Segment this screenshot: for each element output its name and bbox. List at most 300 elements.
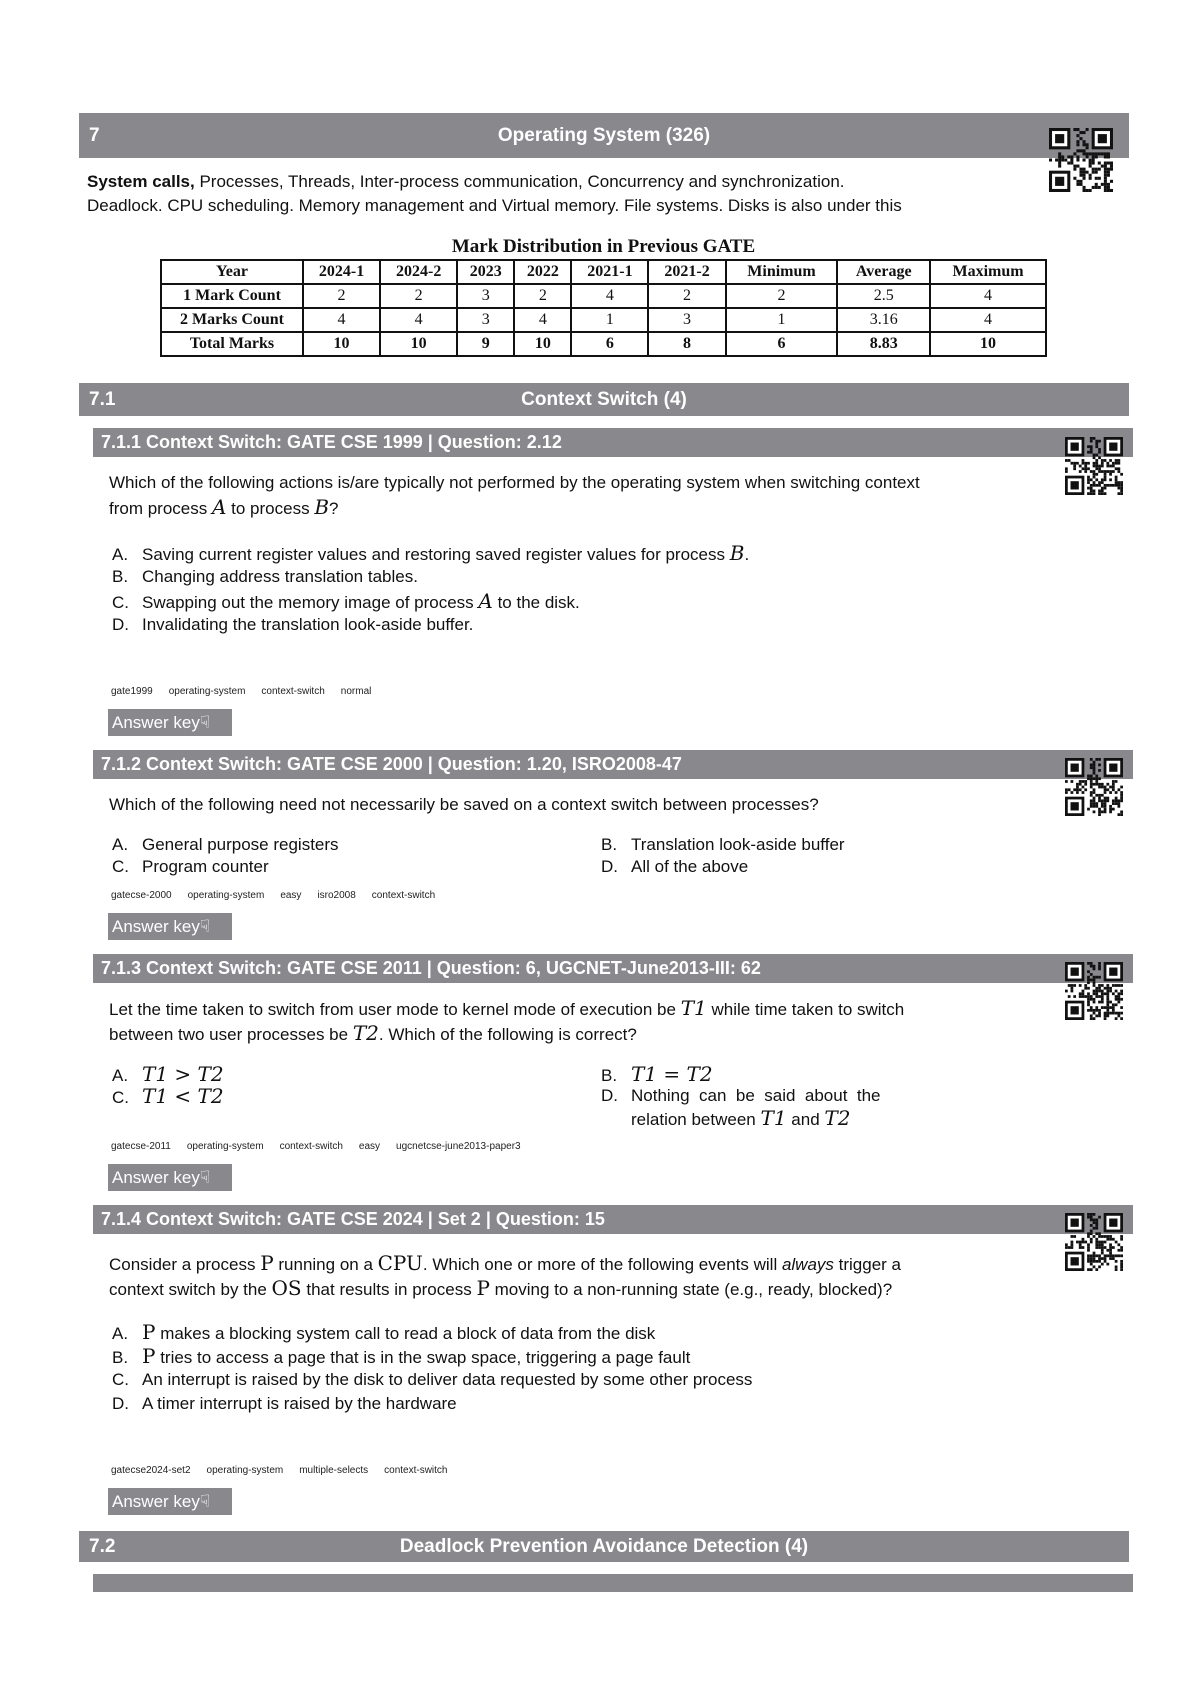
tag[interactable]: gatecse-2011 [111, 1141, 171, 1152]
qr-module [1076, 788, 1079, 791]
question-text-part: Let the time taken to switch from user mode to kernel mode of execution be [109, 1000, 681, 1019]
qr-module [1079, 1246, 1082, 1249]
tag[interactable]: easy [358, 1141, 381, 1152]
qr-module [1068, 995, 1071, 998]
qr-module [1084, 467, 1087, 470]
qr-module [1115, 791, 1118, 794]
tag[interactable]: easy [280, 890, 302, 901]
qr-module [1090, 1017, 1093, 1020]
qr-module [1079, 995, 1082, 998]
qr-module [1093, 783, 1096, 786]
qr-module [1106, 1238, 1109, 1241]
qr-module [1095, 1232, 1098, 1235]
option-label: B. [112, 1348, 129, 1367]
qr-module [1076, 128, 1079, 131]
qr-module [1083, 189, 1086, 192]
qr-module [1104, 797, 1107, 800]
qr-module [1090, 1254, 1093, 1257]
qr-module [1090, 783, 1093, 786]
qr-module [1120, 1012, 1123, 1015]
option-d[interactable] [601, 855, 748, 879]
qr-module [1087, 445, 1090, 448]
qr-module [1098, 786, 1101, 789]
tag[interactable]: operating-system [206, 1465, 284, 1476]
option-text: General purpose registers [142, 835, 339, 854]
qr-module [1095, 445, 1098, 448]
tag[interactable]: context-switch [371, 890, 436, 901]
table-row [161, 332, 1046, 356]
qr-module [1104, 1017, 1107, 1020]
option-c[interactable] [112, 589, 580, 615]
qr-module [1070, 158, 1073, 161]
tag[interactable]: normal [340, 686, 372, 697]
qr-module [1104, 1014, 1107, 1017]
qr-module [1098, 990, 1101, 993]
qr-module [1079, 149, 1082, 152]
qr-module [1098, 1014, 1101, 1017]
qr-module [1110, 168, 1113, 171]
tag-list [111, 890, 451, 901]
qr-module [1098, 162, 1101, 165]
qr-module [1095, 992, 1098, 995]
qr-module [1098, 1243, 1101, 1246]
qr-module [1084, 465, 1087, 468]
tag[interactable]: gatecse2024-set2 [111, 1465, 191, 1476]
qr-module [1104, 180, 1107, 183]
qr-module [1071, 462, 1074, 465]
qr-module [1106, 783, 1109, 786]
qr-module [1120, 1265, 1123, 1268]
qr-module [1087, 962, 1090, 965]
qr-module [1071, 791, 1074, 794]
qr-module [1086, 189, 1089, 192]
tag[interactable]: context-switch [279, 1141, 343, 1152]
qr-module [1082, 1238, 1085, 1241]
qr-module [1104, 802, 1107, 805]
qr-module [1090, 445, 1093, 448]
qr-module [1115, 1017, 1118, 1020]
option-b[interactable] [112, 1344, 690, 1370]
qr-module [1104, 992, 1107, 995]
table-row [161, 308, 1046, 332]
qr-module [1058, 155, 1061, 158]
option-text: T1 < T2 [142, 1084, 224, 1108]
qr-module [1084, 470, 1087, 473]
tag[interactable]: ugcnetcse-june2013-paper3 [396, 1141, 521, 1152]
qr-module [1095, 777, 1098, 780]
qr-code-graphic [1065, 1213, 1123, 1271]
qr-finder [1071, 968, 1079, 976]
tag[interactable]: multiple-selects [299, 1465, 369, 1476]
qr-module [1089, 158, 1092, 161]
option-label: D. [601, 857, 618, 876]
qr-module [1107, 189, 1110, 192]
qr-module [1115, 1268, 1118, 1271]
option-a[interactable] [112, 833, 339, 857]
qr-module [1087, 1003, 1090, 1006]
qr-code-icon [1065, 758, 1123, 816]
qr-module [1104, 786, 1107, 789]
qr-module [1095, 1006, 1098, 1009]
qr-finder [1071, 481, 1079, 489]
answer-key-button[interactable]: Answer key☟ [108, 1488, 232, 1515]
question-text-part: Consider a process [109, 1255, 261, 1274]
answer-key-button[interactable]: Answer key☟ [108, 1164, 232, 1191]
question-text: Which of the following actions is/are typically not performed by the operating system when switching context [109, 473, 920, 492]
qr-module [1098, 984, 1101, 987]
option-b[interactable] [601, 833, 845, 857]
qr-finder [1071, 443, 1079, 451]
distribution-title: Mark Distribution in Previous GATE [451, 236, 756, 257]
math-var: P [142, 1344, 156, 1368]
qr-module [1083, 174, 1086, 177]
qr-module [1117, 467, 1120, 470]
qr-module [1090, 758, 1093, 761]
question-heading: 7.1.4 Context Switch: GATE CSE 2024 | Set 2 | Question: 15 [93, 1205, 1133, 1234]
qr-finder [1055, 134, 1064, 143]
qr-module [1106, 1014, 1109, 1017]
section-header [79, 383, 1129, 416]
qr-module [1090, 470, 1093, 473]
tag[interactable]: gatecse-2000 [111, 890, 172, 901]
option-c[interactable] [112, 855, 269, 879]
qr-module [1098, 783, 1101, 786]
qr-module [1098, 987, 1101, 990]
qr-module [1095, 1224, 1098, 1227]
qr-module [1093, 476, 1096, 479]
question-text-part: moving to a non-running state (e.g., ready, blocked)? [489, 1280, 893, 1299]
qr-module [1071, 780, 1074, 783]
qr-module [1095, 987, 1098, 990]
question-text [109, 1251, 901, 1277]
qr-module [1089, 189, 1092, 192]
qr-module [1106, 1009, 1109, 1012]
question-text-part: while time taken to switch [706, 1000, 905, 1019]
qr-module [1087, 1216, 1090, 1219]
qr-module [1087, 478, 1090, 481]
option-text: tries to access a page that is in the swap space, triggering a page fault [155, 1348, 691, 1367]
qr-module [1095, 454, 1098, 457]
qr-module [1079, 788, 1082, 791]
qr-module [1098, 186, 1101, 189]
qr-module [1098, 168, 1101, 171]
qr-module [1089, 177, 1092, 180]
qr-module [1104, 473, 1107, 476]
qr-module [1120, 1254, 1123, 1257]
qr-module [1084, 1241, 1087, 1244]
qr-module [1109, 1238, 1112, 1241]
qr-module [1093, 1257, 1096, 1260]
qr-module [1104, 165, 1107, 168]
qr-module [1090, 965, 1093, 968]
qr-module [1095, 155, 1098, 158]
qr-module [1087, 775, 1090, 778]
qr-module [1112, 783, 1115, 786]
qr-module [1117, 487, 1120, 490]
qr-module [1101, 1263, 1104, 1266]
qr-module [1115, 802, 1118, 805]
qr-module [1104, 162, 1107, 165]
qr-module [1090, 437, 1093, 440]
qr-module [1098, 1260, 1101, 1263]
qr-module [1109, 470, 1112, 473]
qr-module [1106, 1235, 1109, 1238]
table-cell: 3 [648, 308, 725, 332]
qr-module [1087, 987, 1090, 990]
qr-module [1101, 1001, 1104, 1004]
qr-module [1098, 797, 1101, 800]
qr-module [1110, 165, 1113, 168]
option-text: Saving current register values and restoring saved register values for process [142, 545, 730, 564]
table-header: 2022 [514, 260, 571, 284]
qr-module [1095, 177, 1098, 180]
qr-module [1090, 777, 1093, 780]
qr-module [1117, 799, 1120, 802]
qr-module [1115, 1265, 1118, 1268]
qr-module [1117, 484, 1120, 487]
qr-module [1087, 481, 1090, 484]
qr-module [1117, 1254, 1120, 1257]
option-d[interactable] [112, 1392, 457, 1416]
section-title: Context Switch (4) [521, 389, 687, 410]
qr-module [1109, 1246, 1112, 1249]
qr-module [1101, 459, 1104, 462]
qr-module [1095, 465, 1098, 468]
tag[interactable]: gate1999 [111, 686, 153, 697]
qr-module [1090, 802, 1093, 805]
section-number: 7.1 [89, 389, 116, 410]
qr-module [1090, 487, 1093, 490]
qr-module [1115, 990, 1118, 993]
math-var: T2 [352, 1021, 379, 1045]
qr-module [1106, 470, 1109, 473]
option-text: All of the above [631, 857, 749, 876]
qr-module [1112, 786, 1115, 789]
qr-module [1079, 168, 1082, 171]
option-a[interactable] [112, 1320, 655, 1346]
qr-module [1115, 476, 1118, 479]
qr-module [1104, 171, 1107, 174]
qr-module [1095, 1014, 1098, 1017]
option-d[interactable] [112, 613, 473, 637]
qr-module [1079, 992, 1082, 995]
option-b[interactable] [112, 565, 418, 589]
table-cell: 1 Mark Count [161, 284, 303, 308]
qr-module [1104, 492, 1107, 495]
qr-module [1106, 1012, 1109, 1015]
qr-module [1109, 1001, 1112, 1004]
qr-module [1093, 766, 1096, 769]
option-c[interactable] [112, 1084, 224, 1110]
qr-module [1090, 962, 1093, 965]
qr-module [1098, 810, 1101, 813]
qr-module [1107, 174, 1110, 177]
question-text-part: trigger a [833, 1255, 902, 1274]
qr-module [1093, 489, 1096, 492]
qr-module [1090, 448, 1093, 451]
option-text: relation between [631, 1110, 761, 1129]
qr-finder [1109, 1219, 1117, 1227]
qr-module [1089, 162, 1092, 165]
qr-module [1098, 484, 1101, 487]
qr-module [1083, 168, 1086, 171]
qr-module [1098, 1241, 1101, 1244]
tag[interactable]: operating-system [187, 890, 265, 901]
qr-module [1106, 799, 1109, 802]
qr-module [1101, 984, 1104, 987]
qr-module [1093, 492, 1096, 495]
qr-module [1098, 1232, 1101, 1235]
qr-module [1058, 165, 1061, 168]
qr-module [1093, 791, 1096, 794]
qr-module [1093, 1265, 1096, 1268]
qr-module [1082, 462, 1085, 465]
qr-module [1082, 459, 1085, 462]
mark-distribution-table [160, 259, 1047, 357]
qr-module [1098, 813, 1101, 816]
option-d[interactable] [601, 1084, 881, 1108]
table-cell: 2.5 [837, 284, 930, 308]
qr-module [1076, 140, 1079, 143]
math-var: T2 [824, 1106, 851, 1130]
tag[interactable]: context-switch [384, 1465, 448, 1476]
qr-module [1087, 1001, 1090, 1004]
qr-module [1093, 484, 1096, 487]
qr-module [1093, 998, 1096, 1001]
qr-module [1079, 131, 1082, 134]
option-label: A. [112, 835, 129, 854]
qr-module [1076, 134, 1079, 137]
qr-module [1098, 764, 1101, 767]
qr-module [1112, 1254, 1115, 1257]
qr-module [1109, 1235, 1112, 1238]
qr-module [1120, 1235, 1123, 1238]
qr-module [1087, 467, 1090, 470]
qr-module [1120, 481, 1123, 484]
tag-list [111, 1141, 537, 1152]
qr-module [1084, 984, 1087, 987]
qr-module [1112, 788, 1115, 791]
qr-module [1117, 995, 1120, 998]
qr-module [1095, 794, 1098, 797]
qr-module [1093, 979, 1096, 982]
qr-module [1104, 987, 1107, 990]
qr-module [1093, 810, 1096, 813]
answer-key-button[interactable]: Answer key☟ [108, 709, 232, 736]
table-header: Average [837, 260, 930, 284]
qr-module [1095, 1246, 1098, 1249]
tag[interactable]: operating-system [168, 686, 246, 697]
option-text: to the disk. [492, 593, 580, 612]
answer-key-button[interactable]: Answer key☟ [108, 913, 232, 940]
qr-module [1087, 1235, 1090, 1238]
qr-module [1101, 1249, 1104, 1252]
qr-module [1065, 1246, 1068, 1249]
qr-module [1065, 470, 1068, 473]
qr-module [1073, 984, 1076, 987]
syllabus-bold: System calls, [87, 172, 195, 191]
qr-module [1098, 1254, 1101, 1257]
tag[interactable]: isro2008 [317, 890, 356, 901]
qr-module [1110, 189, 1113, 192]
qr-finder [1071, 1219, 1079, 1227]
qr-module [1107, 168, 1110, 171]
qr-module [1115, 799, 1118, 802]
option-c[interactable] [112, 1368, 752, 1392]
qr-module [1104, 174, 1107, 177]
qr-module [1095, 467, 1098, 470]
qr-module [1115, 459, 1118, 462]
option-text: makes a blocking system call to read a block of data from the disk [155, 1324, 656, 1343]
qr-module [1095, 478, 1098, 481]
qr-module [1090, 1238, 1093, 1241]
qr-module [1084, 995, 1087, 998]
table-cell: 8 [648, 332, 725, 356]
qr-module [1090, 799, 1093, 802]
question-heading: 7.1.2 Context Switch: GATE CSE 2000 | Question: 1.20, ISRO2008-47 [93, 750, 1133, 779]
qr-module [1079, 984, 1082, 987]
qr-module [1082, 990, 1085, 993]
option-text: Translation look-aside buffer [631, 835, 845, 854]
qr-module [1117, 1243, 1120, 1246]
table-cell: 2 [648, 284, 725, 308]
qr-module [1092, 186, 1095, 189]
qr-module [1076, 155, 1079, 158]
qr-module [1092, 158, 1095, 161]
qr-module [1115, 1260, 1118, 1263]
qr-module [1095, 1243, 1098, 1246]
qr-module [1090, 766, 1093, 769]
option-a[interactable] [112, 541, 749, 567]
qr-module [1115, 780, 1118, 783]
qr-module [1101, 1006, 1104, 1009]
qr-module [1115, 1012, 1118, 1015]
math-var: P [260, 1251, 274, 1275]
tag[interactable]: context-switch [261, 686, 325, 697]
qr-module [1087, 1243, 1090, 1246]
qr-module [1076, 158, 1079, 161]
qr-module [1086, 155, 1089, 158]
qr-module [1090, 451, 1093, 454]
qr-module [1120, 984, 1123, 987]
qr-module [1098, 1246, 1101, 1249]
qr-module [1087, 462, 1090, 465]
qr-module [1090, 1006, 1093, 1009]
qr-module [1117, 813, 1120, 816]
qr-module [1093, 992, 1096, 995]
qr-module [1064, 158, 1067, 161]
qr-module [1090, 979, 1093, 982]
question-text-part: that results in process [301, 1280, 477, 1299]
qr-module [1065, 780, 1068, 783]
qr-module [1079, 780, 1082, 783]
question-text [109, 1276, 892, 1302]
qr-module [1104, 484, 1107, 487]
qr-module [1093, 802, 1096, 805]
qr-module [1079, 174, 1082, 177]
qr-module [1101, 152, 1104, 155]
qr-module [1071, 1241, 1074, 1244]
qr-module [1093, 1001, 1096, 1004]
tag[interactable]: operating-system [186, 1141, 264, 1152]
qr-module [1104, 152, 1107, 155]
qr-module [1101, 998, 1104, 1001]
qr-module [1101, 783, 1104, 786]
qr-module [1068, 984, 1071, 987]
qr-module [1083, 186, 1086, 189]
qr-module [1106, 992, 1109, 995]
qr-module [1098, 467, 1101, 470]
